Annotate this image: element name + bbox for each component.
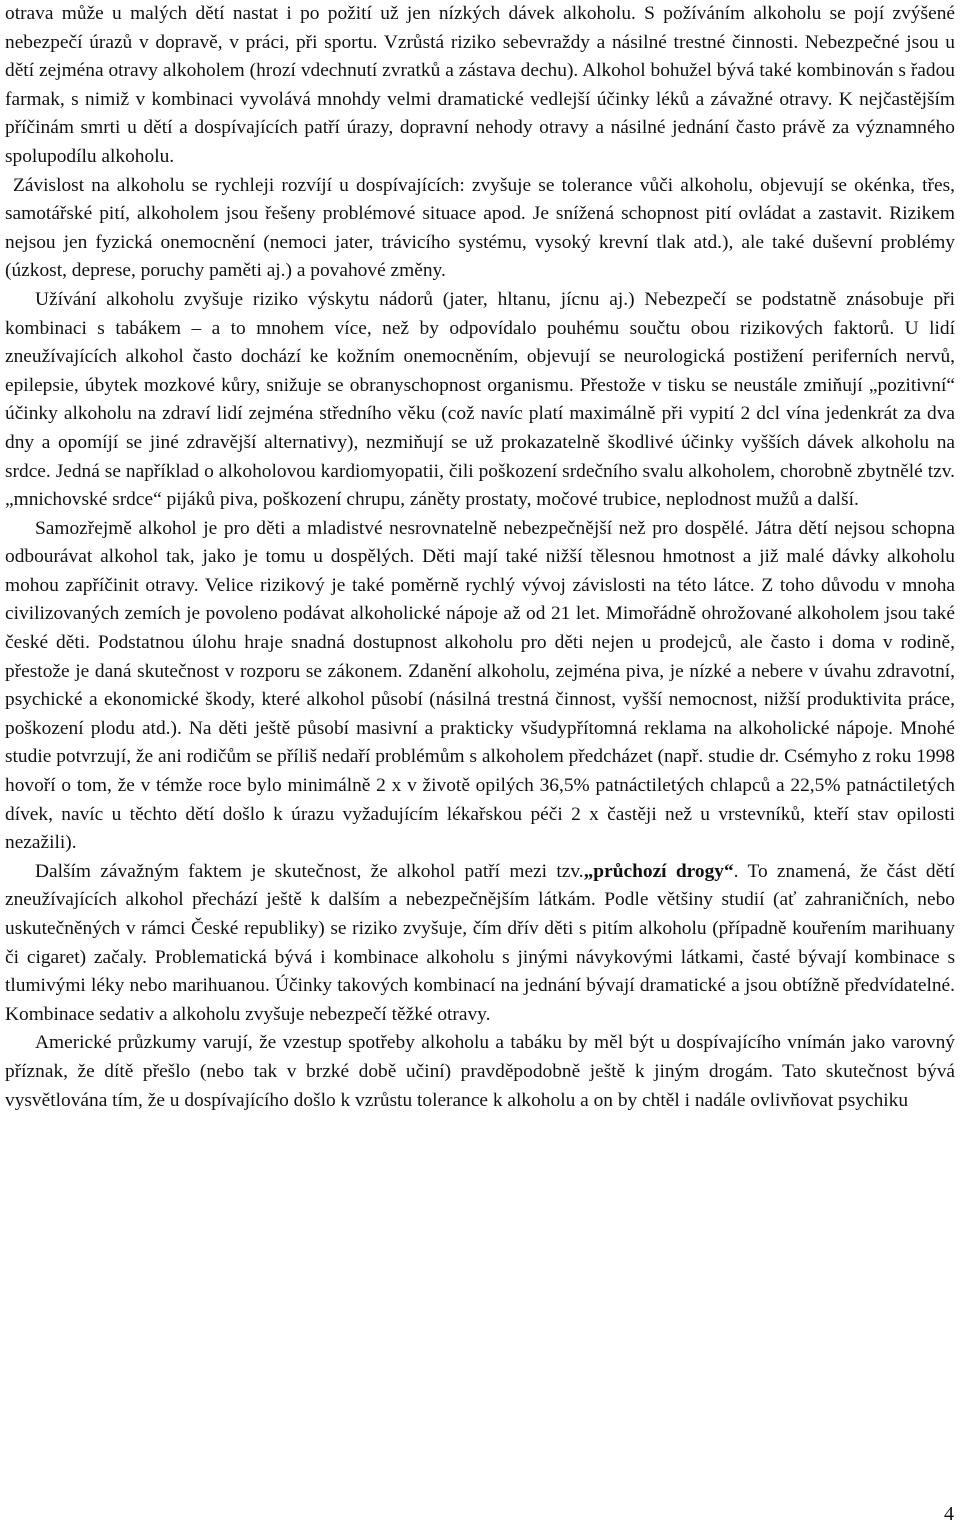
paragraph-2: Závislost na alkoholu se rychleji rozvíjí u dospívajících: zvyšuje se tolerance vůči alkoholu, objevují se okénka, třes, samotářské pití, alkoholem jsou řešeny problémové situace apod. Je snížená schopnost pití ovládat a zastavit. Rizikem nejsou jen fyzická onemocnění (nemoci jater, trávicího systému, vysoký krevní tlak atd.), ale také duševní problémy (úzkost, deprese, poruchy paměti aj.) a povahové změny.	[5, 174, 955, 282]
document-page	[5, 0, 955, 1115]
paragraph-5-emphasis: „průchozí drogy“	[583, 860, 734, 882]
paragraph-6: Americké průzkumy varují, že vzestup spotřeby alkoholu a tabáku by měl být u dospívajícího vnímán jako varovný příznak, že dítě přešlo (nebo tak v brzké době učiní) pravděpodobně ještě k jiným drogám. Tato skutečnost bývá vysvětlována tím, že u dospívajícího došlo k vzrůstu tolerance k alkoholu a on by chtěl i nadále ovlivňovat psychiku	[5, 1032, 955, 1111]
paragraph-1: otrava může u malých dětí nastat i po požití už jen nízkých dávek alkoholu. S požíváním alkoholu se pojí zvýšené nebezpečí úrazů v dopravě, v práci, při sportu. Vzrůstá riziko sebevraždy a násilné trestné činnosti. Nebezpečné jsou u dětí zejména otravy alkoholem (hrozí vdechnutí zvratků a zástava dechu). Alkohol bohužel bývá také kombinován s řadou farmak, s nimiž v kombinaci vyvolává mnohdy velmi dramatické vedlejší účinky léků a závažné otravy. K nejčastějším příčinám smrti u dětí a dospívajících patří úrazy, dopravní nehody otravy a násilné jednání často právě za významného spolupodílu alkoholu.	[5, 3, 955, 167]
page-number: 4	[944, 1503, 954, 1525]
paragraph-5	[5, 858, 955, 1030]
paragraph-4: Samozřejmě alkohol je pro děti a mladistvé nesrovnatelně nebezpečnější než pro dospělé. Játra dětí nejsou schopna odbourávat alkohol tak, jako je tomu u dospělých. Děti mají také nižší tělesnou hmotnost a již malé dávky alkoholu mohou zapříčinit otravy. Velice rizikový je také poměrně rychlý vývoj závislosti na této látce. Z toho důvodu v mnoha civilizovaných zemích je povoleno podávat alkoholické nápoje až od 21 let. Mimořádně ohrožované alkoholem jsou také české děti. Podstatnou úlohu hraje snadná dostupnost alkoholu pro děti nejen u prodejců, ale často i doma v rodině, přestože je daná skutečnost v rozporu se zákonem. Zdanění alkoholu, zejména piva, je nízké a nebere v úvahu zdravotní, psychické a ekonomické škody, které alkohol působí (násilná trestná činnost, vyšší nemocnost, nižší produktivita práce, poškození plodu atd.). Na děti ještě působí masivní a prakticky všudypřítomná reklama na alkoholické nápoje. Mnohé studie potvrzují, že ani rodičům se příliš nedaří problémům s alkoholem předcházet (např. studie dr. Csémyho z roku 1998 hovoří o tom, že v témže roce bylo minimálně 2 x v životě opilých 36,5% patnáctiletých chlapců a 22,5% patnáctiletých dívek, navíc u těchto dětí došlo k úrazu vyžadujícím lékařskou péči 2 x častěji než u vrstevníků, kteří stav opilosti nezažili).	[5, 517, 955, 854]
paragraph-5-before: Dalším závažným faktem je skutečnost, že alkohol patří mezi tzv.	[35, 860, 584, 882]
paragraph-5-after: . To znamená, že část dětí zneužívajících alkohol přechází ještě k dalším a nebezpečnějším látkám. Podle většiny studií (ať zahraničních, nebo uskutečněných v rámci České republiky) se riziko zvyšuje, čím dřív děti s pitím alkoholu (případně kouřením marihuany či cigaret) začaly. Problematická bývá i kombinace alkoholu s jinými návykovými látkami, časté bývají kombinace s tlumivými léky nebo marihuanou. Účinky takových kombinací na jednání bývají dramatické a jsou obtížně předvídatelné. Kombinace sedativ a alkoholu zvyšuje nebezpečí těžké otravy.	[5, 860, 955, 1025]
paragraph-3: Užívání alkoholu zvyšuje riziko výskytu nádorů (jater, hltanu, jícnu aj.) Nebezpečí se podstatně znásobuje při kombinaci s tabákem – a to mnohem více, než by odpovídalo pouhému součtu obou rizikových faktorů. U lidí zneužívajících alkohol často dochází ke kožním onemocněním, objevují se neurologická postižení periferních nervů, epilepsie, úbytek mozkové kůry, snižuje se obranyschopnost organismu. Přestože v tisku se neustále zmiňují „pozitivní“ účinky alkoholu na zdraví lidí zejména středního věku (což navíc platí maximálně při vypití 2 dcl vína jedenkrát za dva dny a opomíjí se jiné zdravější alternativy), nezmiňují se už prokazatelně škodlivé účinky vyšších dávek alkoholu na srdce. Jedná se například o alkoholovou kardiomyopatii, čili poškození srdečního svalu alkoholem, chorobně zbytnělé tzv. „mnichovské srdce“ pijáků piva, poškození chrupu, záněty prostaty, močové trubice, neplodnost mužů a další.	[5, 288, 955, 511]
